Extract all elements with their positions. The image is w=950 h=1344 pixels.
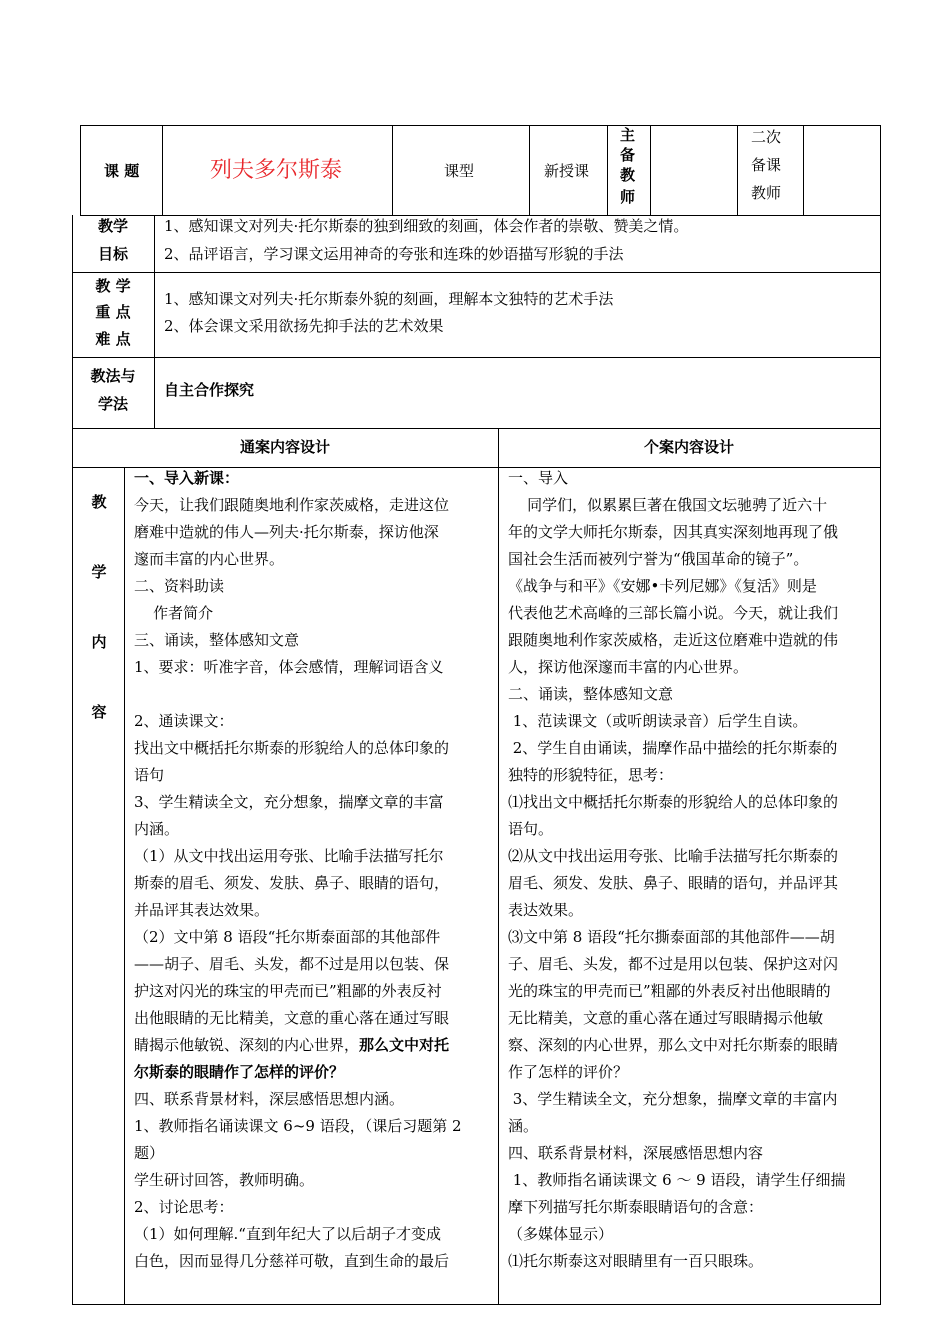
text-line: 一、导入 (508, 469, 569, 487)
text-line: 出他眼睛的无比精美，文意的重心落在通过写眼 (134, 1009, 450, 1027)
text-line: 内涵。 (134, 820, 180, 838)
grid-line (72, 272, 880, 273)
text-line: 磨难中造就的伟人—列夫·托尔斯泰，探访他深 (134, 523, 439, 541)
text-line: ⑵从文中找出运用夸张、比喻手法描写托尔斯泰的 (508, 847, 839, 865)
common-content (134, 465, 496, 1275)
text-line: 白色，因而显得几分慈祥可敬，直到生命的最后 (134, 1252, 450, 1270)
methods-value: 自主合作探究 (164, 381, 255, 399)
text-line: 人，探访他深邃而丰富的内心世界。 (508, 658, 749, 676)
grid-line (80, 125, 881, 126)
text-line: （1）如何理解.“直到年纪大了以后胡子才变成 (134, 1225, 441, 1243)
text-line: 尔斯泰的眼睛作了怎样的评价？ (134, 1063, 345, 1081)
grid-line (72, 357, 880, 358)
common-design-header: 通案内容设计 (239, 438, 330, 456)
text-line-mixed: 睛揭示他敏锐、深刻的内心世界，那么文中对托 (134, 1036, 450, 1054)
individual-content (508, 465, 878, 1275)
grid-line (72, 1304, 880, 1305)
text-line: 三、诵读，整体感知文意 (134, 631, 300, 649)
text-line: 独特的形貌特征，思考： (508, 766, 674, 784)
grid-line (880, 125, 881, 1305)
grid-line (154, 215, 155, 428)
grid-line (162, 125, 163, 215)
grid-line (803, 125, 804, 215)
text-line: 年的文学大师托尔斯泰，因其真实深刻地再现了俄 (508, 523, 839, 541)
text-line: 子、眉毛、头发，都不过是用以包装、保护这对闪 (508, 955, 839, 973)
text-line: 语句 (134, 766, 165, 784)
text-line: 1、范读课文（或听朗读录音）后学生自读。 (508, 712, 808, 730)
objective-item: 2、品评语言，学习课文运用神奇的夸张和连珠的妙语描写形貌的手法 (164, 245, 624, 263)
side-label: 教 学 内 容 (91, 493, 107, 721)
text-line: 今天，让我们跟随奥地利作家茨威格，走进这位 (134, 496, 450, 514)
text-line: 1、教师指名诵读课文 6 ～ 9 语段，请学生仔细揣 (508, 1171, 846, 1189)
text-line: （多媒体显示） (508, 1225, 614, 1243)
text-line: 涵。 (508, 1117, 539, 1135)
grid-line (80, 125, 81, 215)
keypoint-item: 2、体会课文采用欲扬先抑手法的艺术效果 (164, 317, 444, 335)
text-line: 二、资料助读 (134, 577, 225, 595)
grid-line (650, 125, 651, 215)
text-line: 并品评其表达效果。 (134, 901, 270, 919)
keypoint-item: 1、感知课文对列夫·托尔斯泰外貌的刻画，理解本文独特的艺术手法 (164, 290, 614, 308)
methods-label-2: 学法 (97, 395, 128, 413)
text-line: 四、联系背景材料，深展感悟思想内容 (508, 1144, 764, 1162)
text-line: ⑴托尔斯泰这对眼睛里有一百只眼珠。 (508, 1252, 764, 1270)
text-line: 一、导入新课： (134, 469, 240, 487)
grid-line (498, 428, 499, 1305)
text-line: ——胡子、眉毛、头发，都不过是用以包装、保 (134, 955, 450, 973)
text-line: 无比精美，文意的重心落在通过写眼睛揭示他敏 (508, 1009, 824, 1027)
text-line: 察、深刻的内心世界，那么文中对托尔斯泰的眼睛 (508, 1036, 839, 1054)
text-line: 《战争与和平》《安娜•卡列尼娜》《复活》则是 (508, 577, 817, 595)
individual-design-header: 个案内容设计 (643, 438, 734, 456)
text-line: （2）文中第 8 语段“托尔斯泰面部的其他部件 (134, 928, 441, 946)
subject-label: 课 题 (104, 162, 140, 180)
text-line: 2、通读课文： (134, 712, 234, 730)
text-line: ⑴找出文中概括托尔斯泰的形貌给人的总体印象的 (508, 793, 839, 811)
text-line: 摩下列描写托尔斯泰眼睛语句的含意： (508, 1198, 764, 1216)
text-line: 作了怎样的评价？ (508, 1063, 629, 1081)
text-line: 护这对闪光的珠宝的甲壳而已”粗鄙的外表反衬 (134, 982, 442, 1000)
text-line: 跟随奥地利作家茨威格，走近这位磨难中造就的伟 (508, 631, 839, 649)
text-line: 1、要求：听准字音，体会感情，理解词语含义 (134, 658, 444, 676)
grid-line (72, 428, 880, 429)
text-line: 3、学生精读全文，充分想象，揣摩文章的丰富 (134, 793, 444, 811)
methods-label-1: 教法与 (90, 367, 136, 385)
text-line: 作者简介 (134, 604, 214, 622)
type-label: 课型 (444, 162, 475, 180)
text-line: 2、学生自由诵读，揣摩作品中描绘的托尔斯泰的 (508, 739, 838, 757)
text-line: 四、联系背景材料，深层感悟思想内涵。 (134, 1090, 405, 1108)
text-line: 1、教师指名诵读课文 6~9 语段，（课后习题第 2 (134, 1117, 462, 1135)
text-line: 同学们，似累累巨著在俄国文坛驰骋了近六十 (508, 496, 828, 514)
keypoints-label-3: 难 点 (95, 330, 131, 348)
text-line: （1）从文中找出运用夸张、比喻手法描写托尔 (134, 847, 444, 865)
grid-line (737, 125, 738, 215)
grid-line (124, 467, 125, 1305)
text-line: 光的珠宝的甲壳而已”粗鄙的外表反衬出他眼睛的 (508, 982, 831, 1000)
grid-line (529, 125, 530, 215)
text-line: 找出文中概括托尔斯泰的形貌给人的总体印象的 (134, 739, 450, 757)
text-line: 语句。 (508, 820, 554, 838)
text-line: 代表他艺术高峰的三部长篇小说。今天，就让我们 (508, 604, 839, 622)
objective-item: 1、感知课文对列夫·托尔斯泰的独到细致的刻画，体会作者的崇敬、赞美之情。 (164, 217, 689, 235)
text-line: 斯泰的眉毛、须发、发肤、鼻子、眼睛的语句， (134, 874, 450, 892)
text-line: 2、讨论思考： (134, 1198, 234, 1216)
grid-line (392, 125, 393, 215)
text-line: 学生研讨回答，教师明确。 (134, 1171, 315, 1189)
text-line: 二、诵读，整体感知文意 (508, 685, 674, 703)
text-line: ⑶文中第 8 语段“托尔撕泰面部的其他部件——胡 (508, 928, 835, 946)
keypoints-label-2: 重 点 (95, 303, 131, 321)
type-value: 新授课 (544, 162, 590, 180)
lesson-title: 列夫多尔斯泰 (210, 158, 343, 183)
text-line (134, 681, 496, 708)
grid-line (607, 125, 608, 215)
text-line: 国社会生活而被列宁誉为“俄国革命的镜子”。 (508, 550, 809, 568)
objectives-label-1: 教学 (97, 217, 128, 235)
grid-line (80, 215, 881, 216)
text-line: 眉毛、须发、发肤、鼻子、眼睛的语句，并品评其 (508, 874, 839, 892)
keypoints-label-1: 教 学 (95, 277, 131, 295)
text-line: 表达效果。 (508, 901, 584, 919)
text-line: 题） (134, 1144, 165, 1162)
text-line: 邃而丰富的内心世界。 (134, 550, 285, 568)
text-line: 3、学生精读全文，充分想象，揣摩文章的丰富内 (508, 1090, 838, 1108)
objectives-label-2: 目标 (97, 245, 128, 263)
